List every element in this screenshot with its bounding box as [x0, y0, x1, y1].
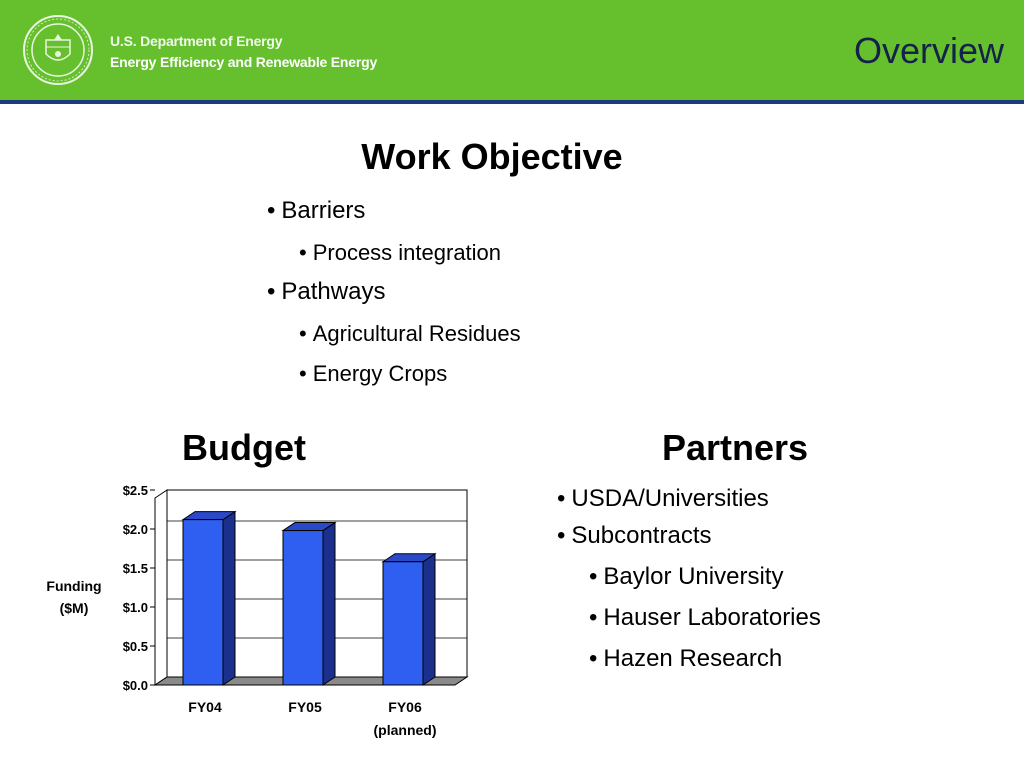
- list-item: [267, 278, 385, 306]
- x-tick-label: FY04: [188, 699, 222, 715]
- bar: [383, 562, 423, 685]
- y-tick-label: $1.5: [122, 561, 148, 576]
- y-tick-label: $2.0: [122, 522, 148, 537]
- bullet-icon: •: [557, 522, 566, 549]
- list-item: [267, 197, 365, 225]
- slide-title: Overview: [853, 30, 1004, 71]
- plot-side-wall: [155, 490, 167, 685]
- list-item: [557, 485, 769, 513]
- bullet-icon: •: [589, 563, 598, 590]
- bar-side: [423, 554, 435, 685]
- bullet-icon: •: [589, 604, 598, 631]
- bullet-icon: •: [589, 645, 598, 672]
- y-tick-label: $1.0: [122, 600, 148, 615]
- org-name: U.S. Department of Energy: [110, 33, 283, 49]
- budget-heading: Budget: [182, 427, 306, 468]
- y-axis-label: ($M): [59, 600, 89, 616]
- bar-side: [323, 523, 335, 685]
- list-item-label: Barriers: [281, 197, 366, 224]
- list-item-label: Baylor University: [603, 563, 784, 590]
- bullet-icon: •: [299, 240, 307, 265]
- list-item: [299, 321, 521, 347]
- bullet-icon: •: [299, 321, 307, 346]
- list-item-label: Agricultural Residues: [312, 321, 521, 346]
- budget-bar-chart: [30, 485, 490, 755]
- list-item: [589, 645, 782, 673]
- list-item-label: Energy Crops: [312, 361, 448, 386]
- bar: [183, 520, 223, 685]
- bullet-icon: •: [267, 197, 276, 224]
- list-item-label: Subcontracts: [571, 522, 712, 549]
- doe-seal-icon: [22, 14, 94, 86]
- list-item-label: Process integration: [312, 240, 502, 265]
- partners-heading: Partners: [662, 427, 809, 468]
- list-item: [557, 522, 711, 550]
- bar: [283, 531, 323, 685]
- bullet-icon: •: [267, 278, 276, 305]
- header-banner: [0, 0, 1024, 100]
- y-tick-label: $0.0: [122, 678, 148, 693]
- bar-side: [223, 512, 235, 685]
- header-divider: [0, 100, 1024, 104]
- list-item-label: Hazen Research: [603, 645, 783, 672]
- y-tick-label: $0.5: [122, 639, 148, 654]
- list-item-label: Pathways: [281, 278, 386, 305]
- list-item: [589, 604, 821, 632]
- list-item: [589, 563, 783, 591]
- x-tick-label: FY06: [388, 699, 422, 715]
- list-item-label: Hauser Laboratories: [603, 604, 821, 631]
- x-tick-sublabel: (planned): [373, 722, 437, 738]
- work-objective-heading: Work Objective: [361, 136, 623, 177]
- list-item: [299, 361, 447, 387]
- org-subtitle: Energy Efficiency and Renewable Energy: [110, 54, 378, 70]
- y-axis-label: Funding: [46, 578, 102, 594]
- bullet-icon: •: [557, 485, 566, 512]
- y-tick-label: $2.5: [122, 485, 148, 498]
- list-item: [299, 240, 501, 266]
- list-item-label: USDA/Universities: [571, 485, 769, 512]
- bullet-icon: •: [299, 361, 307, 386]
- x-tick-label: FY05: [288, 699, 322, 715]
